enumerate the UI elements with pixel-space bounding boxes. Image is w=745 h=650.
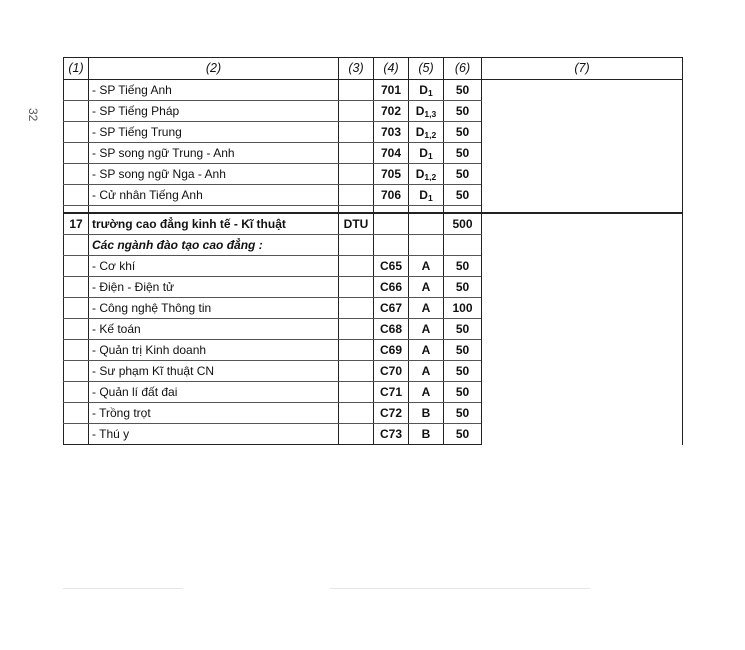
program-name: - SP song ngữ Trung - Anh [89, 143, 339, 164]
program-code: 706 [374, 185, 409, 206]
program-name: - Cơ khí [89, 256, 339, 277]
exam-block: B [409, 424, 444, 445]
exam-block: $D_{1,2}$ [409, 164, 444, 185]
notes-cell [482, 213, 683, 445]
admissions-table [63, 57, 683, 445]
quota: 50 [444, 256, 482, 277]
program-name: - SP Tiếng Pháp [89, 101, 339, 122]
quota: 50 [444, 143, 482, 164]
quota: 100 [444, 298, 482, 319]
program-code: C66 [374, 277, 409, 298]
program-name: - Sư phạm Kĩ thuật CN [89, 361, 339, 382]
exam-block: $D_{1,2}$ [409, 122, 444, 143]
quota: 50 [444, 382, 482, 403]
header-col-3: (3) [339, 58, 374, 80]
quota: 50 [444, 164, 482, 185]
exam-block: $D_1$ [409, 80, 444, 101]
quota: 50 [444, 361, 482, 382]
faint-scan-line [330, 588, 590, 589]
program-code: C72 [374, 403, 409, 424]
program-name: - Quản lí đất đai [89, 382, 339, 403]
header-col-4: (4) [374, 58, 409, 80]
program-code: 702 [374, 101, 409, 122]
header-col-7: (7) [482, 58, 683, 80]
header-col-6: (6) [444, 58, 482, 80]
quota: 50 [444, 340, 482, 361]
program-name: - Trồng trọt [89, 403, 339, 424]
institution-quota: 500 [444, 213, 482, 235]
exam-block: B [409, 403, 444, 424]
exam-block: $D_1$ [409, 143, 444, 164]
program-code: C68 [374, 319, 409, 340]
program-code: 704 [374, 143, 409, 164]
program-name: - SP Tiếng Anh [89, 80, 339, 101]
program-code: C71 [374, 382, 409, 403]
faint-scan-line [63, 588, 183, 589]
institution-index: 17 [64, 213, 89, 235]
exam-block: $D_{1,3}$ [409, 101, 444, 122]
header-col-5: (5) [409, 58, 444, 80]
quota: 50 [444, 80, 482, 101]
program-name: - Cử nhân Tiếng Anh [89, 185, 339, 206]
program-code: 705 [374, 164, 409, 185]
program-name: - Kế toán [89, 319, 339, 340]
quota: 50 [444, 101, 482, 122]
institution-row [64, 213, 683, 235]
table-row [64, 80, 683, 101]
quota: 50 [444, 424, 482, 445]
program-name: - Thú y [89, 424, 339, 445]
program-code: C67 [374, 298, 409, 319]
program-name: - Quản trị Kinh doanh [89, 340, 339, 361]
program-name: - SP Tiếng Trung [89, 122, 339, 143]
exam-block: A [409, 277, 444, 298]
page-number: 32 [26, 108, 40, 122]
exam-block: A [409, 319, 444, 340]
program-code: C65 [374, 256, 409, 277]
program-name: - Công nghệ Thông tin [89, 298, 339, 319]
quota: 50 [444, 403, 482, 424]
institution-symbol: DTU [339, 213, 374, 235]
quota: 50 [444, 277, 482, 298]
program-code: 701 [374, 80, 409, 101]
quota: 50 [444, 122, 482, 143]
program-heading: Các ngành đào tạo cao đẳng : [89, 235, 339, 256]
program-name: - SP song ngữ Nga - Anh [89, 164, 339, 185]
exam-block: A [409, 382, 444, 403]
program-code: C69 [374, 340, 409, 361]
exam-block: A [409, 256, 444, 277]
quota: 50 [444, 185, 482, 206]
quota: 50 [444, 319, 482, 340]
exam-block: $D_1$ [409, 185, 444, 206]
program-code: C73 [374, 424, 409, 445]
table-header-row [64, 58, 683, 80]
program-code: 703 [374, 122, 409, 143]
exam-block: A [409, 340, 444, 361]
exam-block: A [409, 361, 444, 382]
header-col-2: (2) [89, 58, 339, 80]
program-name: - Điện - Điện tử [89, 277, 339, 298]
exam-block: A [409, 298, 444, 319]
program-code: C70 [374, 361, 409, 382]
notes-cell [482, 80, 683, 214]
institution-name: trường cao đẳng kinh tế - Kĩ thuật [89, 213, 339, 235]
header-col-1: (1) [64, 58, 89, 80]
